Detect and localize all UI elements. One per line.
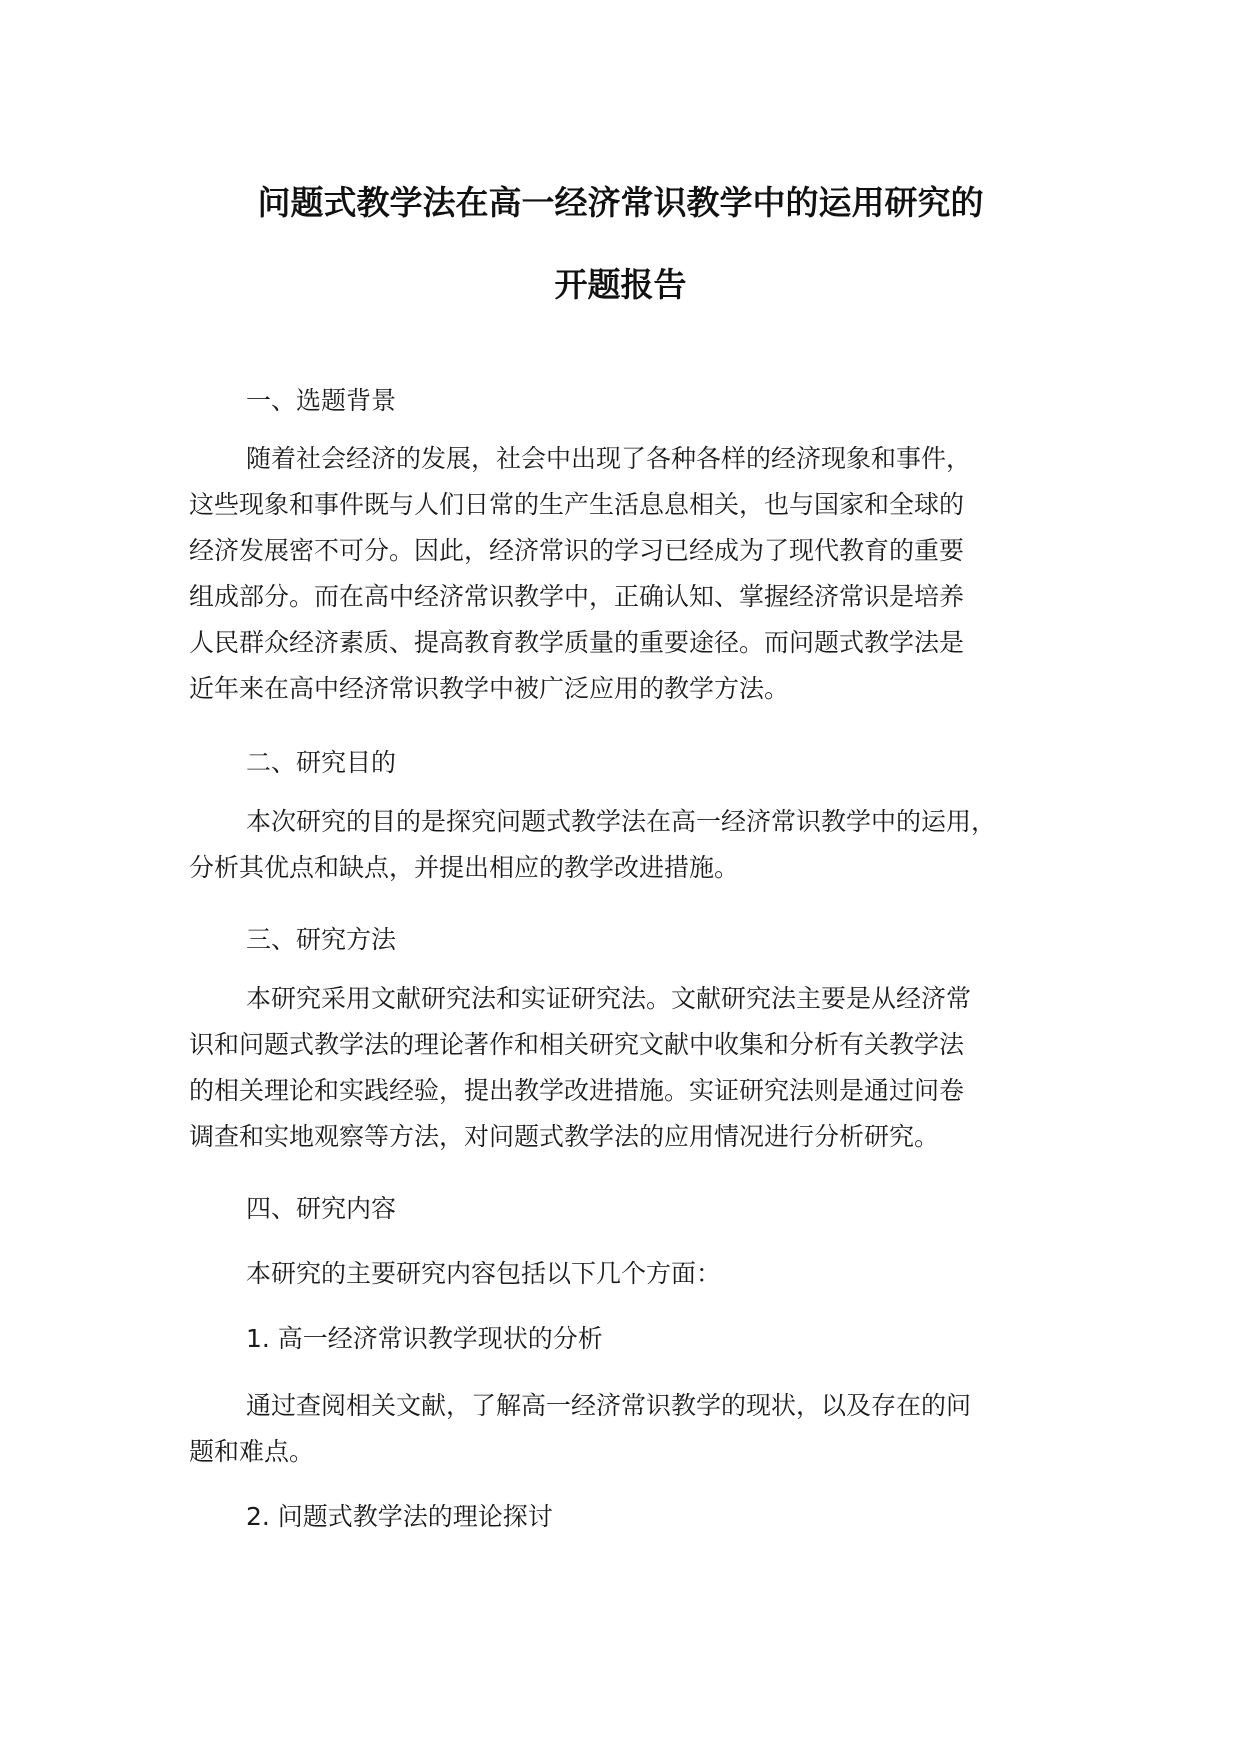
paragraph-line: 人民群众经济素质、提高教育教学质量的重要途径。而问题式教学法是 (189, 628, 965, 657)
paragraph-line: 经济发展密不可分。因此，经济常识的学习已经成为了现代教育的重要 (189, 536, 965, 565)
paragraph-line: 通过查阅相关文献，了解高一经济常识教学的现状，以及存在的问 (246, 1391, 972, 1420)
list-item-title: 2. 问题式教学法的理论探讨 (246, 1502, 553, 1531)
list-item-title: 1. 高一经济常识教学现状的分析 (246, 1324, 603, 1353)
section-heading-purpose: 二、研究目的 (246, 748, 397, 777)
document-title-line-1: 问题式教学法在高一经济常识教学中的运用研究的 (257, 183, 984, 222)
section-heading-content: 四、研究内容 (246, 1194, 397, 1223)
paragraph-line: 这些现象和事件既与人们日常的生产生活息息相关，也与国家和全球的 (189, 490, 965, 519)
paragraph-line: 题和难点。 (189, 1437, 315, 1466)
paragraph-line: 组成部分。而在高中经济常识教学中，正确认知、掌握经济常识是培养 (189, 582, 965, 611)
paragraph-line: 分析其优点和缺点，并提出相应的教学改进措施。 (189, 853, 740, 882)
paragraph-line: 本研究的主要研究内容包括以下几个方面： (246, 1259, 722, 1288)
document-title-line-2: 开题报告 (554, 265, 687, 304)
paragraph-line: 本研究采用文献研究法和实证研究法。文献研究法主要是从经济常 (246, 984, 972, 1013)
paragraph-line: 识和问题式教学法的理论著作和相关研究文献中收集和分析有关教学法 (189, 1030, 965, 1059)
paragraph-line: 调查和实地观察等方法，对问题式教学法的应用情况进行分析研究。 (189, 1122, 940, 1151)
section-heading-background: 一、选题背景 (246, 386, 397, 415)
paragraph-line: 本次研究的目的是探究问题式教学法在高一经济常识教学中的运用， (246, 807, 997, 836)
paragraph-line: 的相关理论和实践经验，提出教学改进措施。实证研究法则是通过问卷 (189, 1076, 965, 1105)
paragraph-line: 近年来在高中经济常识教学中被广泛应用的教学方法。 (189, 674, 790, 703)
section-heading-method: 三、研究方法 (246, 925, 397, 954)
paragraph-line: 随着社会经济的发展，社会中出现了各种各样的经济现象和事件， (246, 444, 972, 473)
